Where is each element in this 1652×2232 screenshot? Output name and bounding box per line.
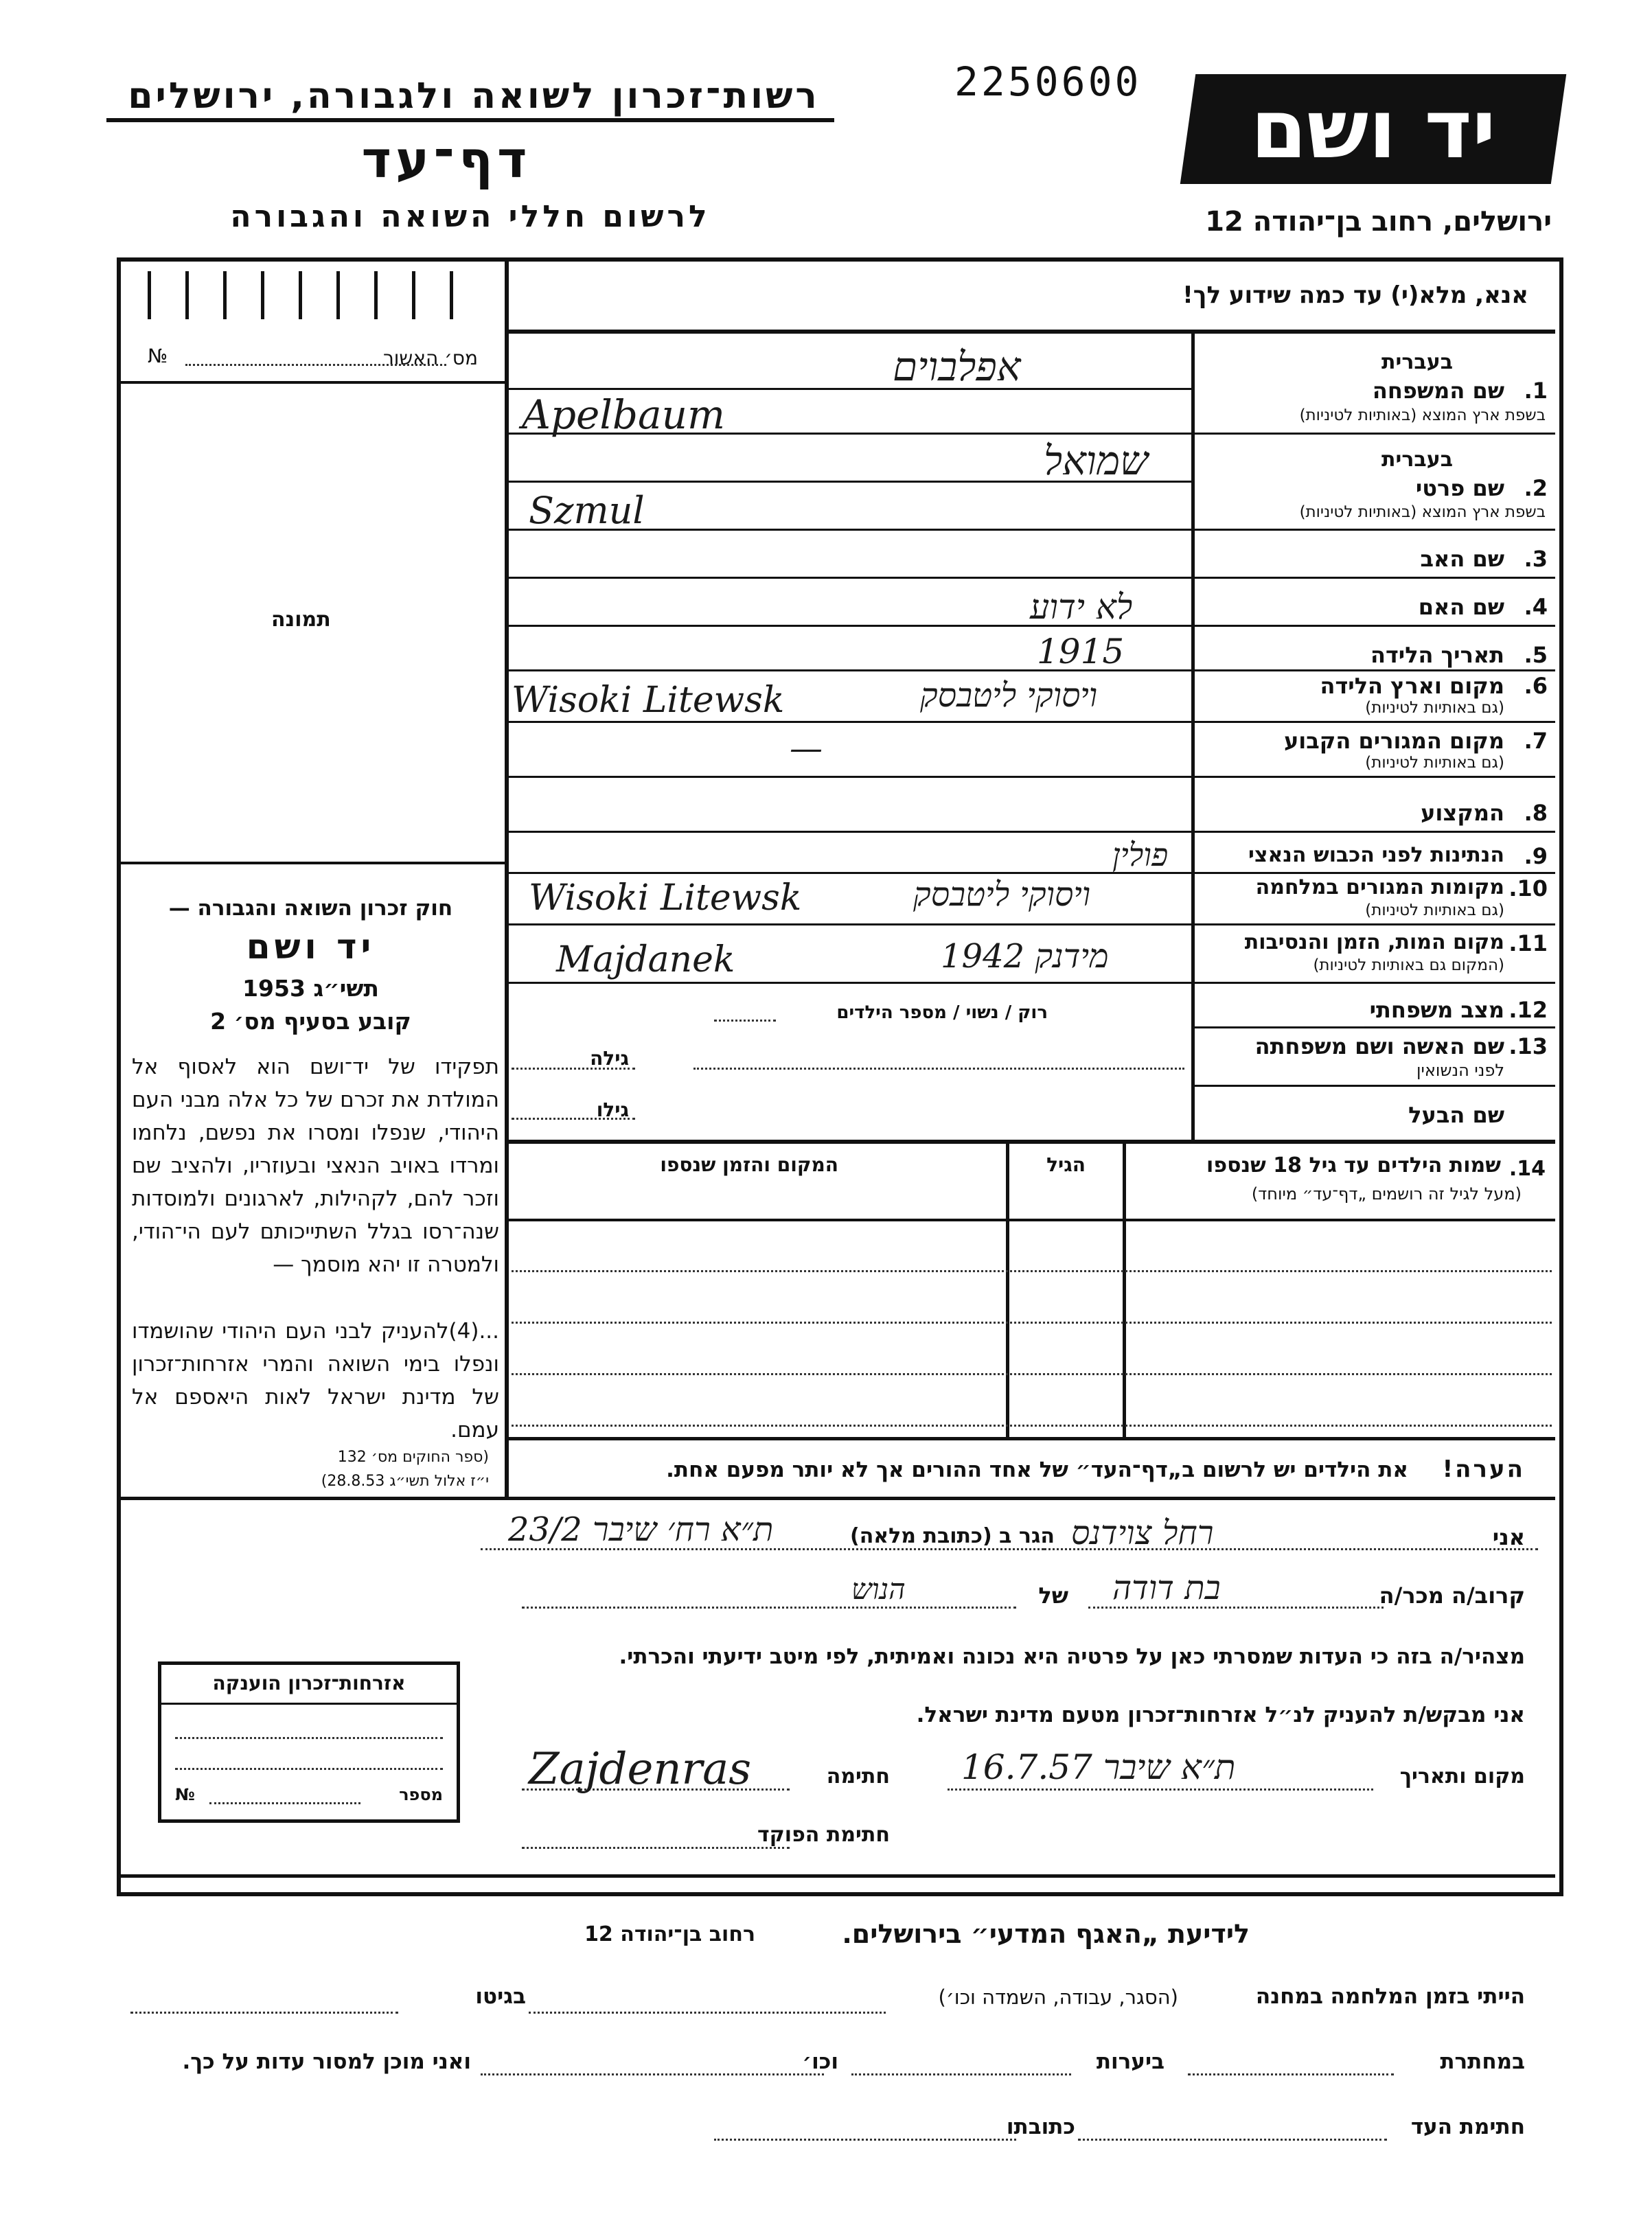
field-12-dotline[interactable] [714, 1020, 776, 1022]
field-10-number: 10. [1508, 875, 1548, 901]
field-12-options: רוק / נשוי / מספר הילדים [836, 1002, 1048, 1023]
signature-label: חתימה [826, 1764, 890, 1788]
citizenship-line-2[interactable] [175, 1768, 443, 1770]
field-2-number: 2. [1524, 475, 1548, 501]
field-11-value-latin[interactable]: Majdanek [556, 939, 735, 980]
remark-label: הערה! [1442, 1456, 1525, 1483]
field-7-label: מקום המגורים הקבוע [1283, 728, 1504, 754]
approval-no-mark: № [148, 345, 168, 367]
ghetto-field[interactable] [130, 2012, 398, 2014]
children-bottom-line [505, 1437, 1555, 1440]
field-6-value-latin[interactable]: Wisoki Litewsk [512, 680, 785, 721]
field-7-note: (גם באותיות לטיניות) [1365, 754, 1504, 772]
label-sep-5 [1195, 669, 1555, 671]
field-7-number: 7. [1524, 728, 1548, 754]
footer-line1-types: (הסגר, עבודה, השמדה וכו׳) [938, 1986, 1178, 2009]
value-line-1a [508, 388, 1191, 390]
declaration-text: מצהיר/ה בזה כי העדות שמסרתי כאן על פרטיה היא נכונה ואמיתית, לפי מיטב ידיעתי והכרתי. [619, 1644, 1525, 1669]
officer-signature-field[interactable] [522, 1847, 790, 1849]
instructions: אנא, מלא(י) עד כמה שידוע לך! [1182, 281, 1528, 309]
children-note: (מעל לגיל זה רושמים „דף־עד״ מיוחד) [1251, 1184, 1522, 1204]
citizenship-box-divider [161, 1703, 457, 1705]
citizenship-line-1[interactable] [175, 1737, 443, 1739]
witness-signature-field[interactable] [1078, 2139, 1387, 2141]
field-10-value-latin[interactable]: Wisoki Litewsk [529, 877, 802, 919]
photo-area [124, 388, 501, 862]
field-11-number: 11. [1508, 930, 1548, 956]
label-sep-1 [1195, 433, 1555, 435]
witness-i-label: אני [1492, 1524, 1525, 1550]
field-2-hebrew-tag: בעברית [1381, 448, 1453, 472]
law-reference-1: (ספר החוקים מס׳ 132 [337, 1449, 489, 1466]
camp-field[interactable] [529, 2012, 886, 2014]
field-4-value[interactable]: לא ידוע [1030, 587, 1133, 627]
husband-age-label: גילו [596, 1098, 629, 1121]
label-sep-6 [1195, 721, 1555, 723]
field-1-note: בשפת ארץ המוצא (באותיות לטיניות) [1299, 406, 1546, 424]
label-column-divider [1191, 330, 1195, 1140]
field-10-note: (גם באותיות לטיניות) [1365, 901, 1504, 919]
photo-bottom [121, 862, 505, 864]
value-line-11 [508, 982, 1191, 984]
field-2-value-hebrew[interactable]: שמואל [1044, 437, 1149, 484]
field-13-number: 13. [1508, 1033, 1548, 1059]
field-6-value-hebrew[interactable]: ויסוקי ליטבסק [920, 676, 1098, 715]
field-2-value-latin[interactable]: Szmul [529, 489, 645, 532]
law-year: תשי״ג 1953 [242, 975, 379, 1002]
field-8-number: 8. [1524, 800, 1548, 826]
remark-text: את הילדים יש לרשום ב„דף־העד״ של אחד ההורים אך לא יותר מפעם אחת. [666, 1458, 1408, 1482]
of-value[interactable]: הנוש [851, 1572, 906, 1606]
field-11-value-hebrew[interactable]: מידנק 1942 [941, 937, 1109, 976]
wife-name-field[interactable] [693, 1068, 1184, 1070]
children-row-1[interactable] [512, 1270, 1552, 1272]
citizenship-box-title: אזרחות־זכרון הוענקה [212, 1672, 406, 1694]
citizenship-no-mark: № [175, 1785, 195, 1804]
label-sep-9 [1195, 872, 1555, 874]
footer-line2-forests: ביערות [1096, 2049, 1165, 2074]
footer-line1-ghetto: בגיטו [475, 1984, 526, 2009]
law-title: חוק זכרון השואה והגבורה — [168, 896, 453, 921]
value-line-7 [508, 776, 1191, 778]
field-12-number: 12. [1508, 997, 1548, 1023]
citizenship-number-label: מספר [399, 1785, 443, 1804]
approval-boxes [148, 271, 477, 319]
of-label: של [1038, 1583, 1068, 1609]
field-10-label: מקומות המגורים במלחמה [1255, 875, 1504, 899]
field-5-value[interactable]: 1915 [1037, 632, 1125, 671]
value-line-3 [508, 577, 1191, 579]
instructions-divider [505, 330, 1555, 334]
field-5-label: תאריך הלידה [1370, 642, 1504, 668]
children-col-place: המקום והזמן שנספו [660, 1153, 838, 1176]
label-sep-8 [1195, 831, 1555, 833]
children-number: 14. [1508, 1157, 1546, 1181]
field-10-value-hebrew[interactable]: ויסוקי ליטבסק [913, 875, 1091, 914]
authority-name: רשות־זכרון לשואה ולגבורה, ירושלים [128, 76, 820, 117]
approval-number-label: מס׳ האשור [382, 347, 478, 369]
forests-field[interactable] [851, 2073, 1071, 2075]
field-1-value-latin[interactable]: Apelbaum [522, 391, 725, 438]
request-text: אני מבקש/ת להעניק לנ״ל אזרחות־זכרון מטעם מדינת ישראל. [916, 1703, 1525, 1727]
law-clause: קובע בסעיף מס׳ 2 [210, 1008, 411, 1035]
field-3-number: 3. [1524, 546, 1548, 572]
label-sep-7 [1195, 776, 1555, 778]
value-line-6 [508, 721, 1191, 723]
approval-box-bottom [121, 381, 505, 384]
place-date-label: מקום ותאריך [1399, 1764, 1525, 1788]
label-sep-2 [1195, 529, 1555, 531]
wife-age-label: גילה [590, 1047, 629, 1070]
wife-age-field[interactable] [512, 1068, 635, 1070]
footer-line2-etc: וכו׳ [802, 2049, 838, 2074]
children-row-2[interactable] [512, 1322, 1552, 1324]
left-column-divider [505, 257, 509, 1497]
husband-label: שם הבעל [1408, 1102, 1504, 1128]
label-sep-4 [1195, 625, 1555, 627]
law-text: תפקידו של יד־ושם הוא לאסוף אל המולדת את זכרם של כל אלה מבני העם היהודי, שנפלו ומסרו את נפשם, נלחמו ומרדו באויב הנאצי ובעוזריו, ולהציב שם וזכר להם, לקהילות, לארגונים ולמוסדות שנה־רסו בגלל השתייכותם לעם הי־הודי, ולמטרה זו יהא מוסמך — [132, 1055, 499, 1277]
footer-separator [121, 1874, 1555, 1878]
field-7-value[interactable]: — [790, 729, 823, 768]
field-5-number: 5. [1524, 642, 1548, 668]
label-sep-3 [1195, 577, 1555, 579]
children-row-4[interactable] [512, 1425, 1552, 1427]
children-col-age: הגיל [1046, 1153, 1086, 1176]
form-title: דף־עד [361, 130, 531, 189]
value-line-9 [508, 872, 1191, 874]
place-date-value[interactable]: ת״א שיבר 16.7.57 [961, 1747, 1236, 1787]
field-13-label: שם האשה ושם משפחתה [1254, 1033, 1504, 1059]
children-top-line [505, 1140, 1555, 1144]
field-3-label: שם האב [1420, 546, 1504, 572]
field-13-note: לפני הנשואין [1416, 1061, 1504, 1080]
signature-value[interactable]: Zajdenras [529, 1744, 752, 1795]
footer-witness-signature-label: חתימת העד [1410, 2115, 1525, 2139]
witness-address-value[interactable]: ת״א רח׳ שיבר 23/2 [508, 1510, 774, 1549]
underground-field[interactable] [1188, 2073, 1394, 2075]
footer-line2-testimony: ואני מוכן למסור עדות על כך. [182, 2049, 471, 2074]
citizenship-number-field[interactable] [209, 1802, 360, 1804]
children-col-div-1 [1006, 1142, 1009, 1437]
etc-field[interactable] [481, 2073, 824, 2075]
field-1-hebrew-tag: בעברית [1381, 350, 1453, 374]
law-reference-2: י״ז אלול תשי״ג 28.8.53) [321, 1473, 489, 1490]
footer-heading: לידיעת „האגף המדעי״ בירושלים. [842, 1919, 1250, 1949]
witness-address-field-footer[interactable] [714, 2139, 1016, 2141]
field-9-number: 9. [1524, 843, 1548, 869]
children-row-3[interactable] [512, 1373, 1552, 1375]
form-subtitle: לרשום חללי השואה והגבורה [230, 199, 711, 234]
field-9-label: הנתינות לפני הכבוש הנאצי [1248, 843, 1504, 867]
field-9-value[interactable]: פולין [1112, 836, 1169, 873]
authority-underline [106, 118, 834, 122]
field-6-note: (גם באותיות לטיניות) [1365, 699, 1504, 717]
field-1-value-hebrew[interactable]: אפלבוים [893, 343, 1021, 390]
field-4-label: שם האם [1418, 594, 1504, 620]
relative-label: קרוב/ה מכר/ה [1379, 1583, 1525, 1609]
value-line-10 [508, 923, 1191, 925]
footer-line2-underground: במחתרת [1440, 2049, 1525, 2074]
law-text-2: ...(4)להעניק לבני העם היהודי שהושמדו ונפלו בימי השואה והמרי אזרחות־זכרון של מדינת ישראל לאות היאספם אל עמם. [132, 1319, 499, 1442]
field-1-label: שם המשפחה [1372, 378, 1504, 404]
field-11-label: מקום המות, הזמן והנסיבות [1244, 930, 1504, 954]
field-2-label: שם פרטי [1415, 475, 1504, 501]
witness-address-label: הגר ב (כתובת מלאה) [849, 1524, 1055, 1548]
field-1-number: 1. [1524, 378, 1548, 404]
witness-name-value[interactable]: רחל צוידנס [1071, 1514, 1214, 1552]
value-line-8 [508, 831, 1191, 833]
children-header-line [508, 1219, 1555, 1221]
photo-label: תמונה [271, 608, 331, 632]
citizenship-box [158, 1661, 460, 1823]
place-date-field[interactable] [948, 1788, 1373, 1791]
children-label: שמות הילדים עד גיל 18 שנספו [1206, 1153, 1501, 1177]
serial-number: 2250600 [954, 58, 1142, 105]
law-name: יד ושם [246, 927, 376, 967]
logo-text: יד ושם [1250, 82, 1496, 176]
label-sep-11 [1195, 982, 1555, 984]
field-11-note: (המקום גם באותיות לטיניות) [1313, 956, 1504, 974]
label-sep-13 [1195, 1085, 1555, 1087]
officer-signature-label: חתימת הפוקד [757, 1823, 890, 1847]
field-8-label: המקצוע [1421, 800, 1504, 826]
of-field[interactable] [522, 1607, 1016, 1609]
footer-line1-camp: הייתי בזמן המלחמה במחנה [1255, 1984, 1525, 2009]
husband-age-field[interactable] [512, 1118, 635, 1120]
footer-address: רחוב בן־יהודה 12 [584, 1922, 755, 1946]
remark-bottom-line [121, 1497, 1555, 1500]
header-address: ירושלים, רחוב בן־יהודה 12 [1205, 206, 1552, 238]
label-sep-12 [1195, 1026, 1555, 1028]
relative-value[interactable]: בת דודה [1112, 1569, 1221, 1607]
label-sep-10 [1195, 923, 1555, 925]
yad-vashem-logo [1180, 74, 1566, 184]
field-4-number: 4. [1524, 594, 1548, 620]
field-2-note: בשפת ארץ המוצא (באותיות לטיניות) [1299, 503, 1546, 521]
field-6-number: 6. [1524, 673, 1548, 699]
footer-address-label: כתובתו [1006, 2115, 1075, 2139]
children-col-div-2 [1123, 1142, 1126, 1437]
field-6-label: מקום וארץ הלידה [1320, 673, 1504, 699]
approval-number-field[interactable] [185, 364, 446, 366]
field-12-label: מצב משפחתי [1369, 997, 1504, 1023]
